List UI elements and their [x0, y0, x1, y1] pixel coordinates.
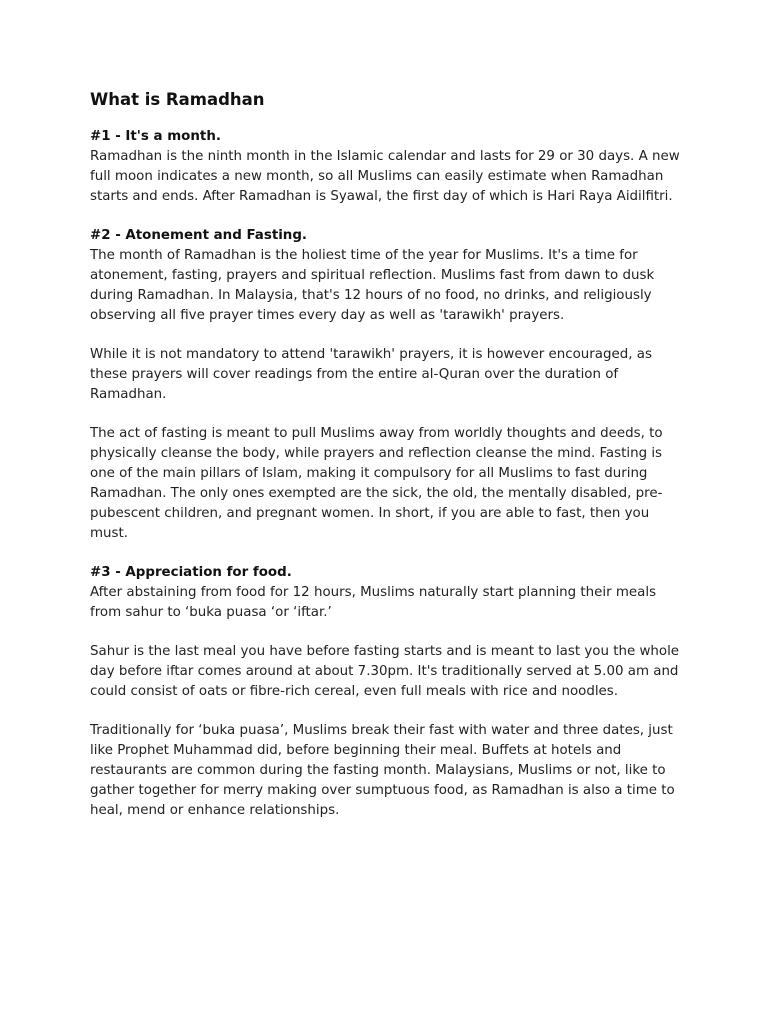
section-appreciation-for-food	[90, 563, 690, 821]
paragraph: The act of fasting is meant to pull Muslims away from worldly thoughts and deeds, to physically cleanse the body, while prayers and reflection cleanse the mind. Fasting is one of the main pillars of Islam, making it compulsory for all Muslims to fast during Ramadhan. The only ones exempted are the sick, the old, the mentally disabled, pre-pubescent children, and pregnant women. In short, if you are able to fast, then you must.	[90, 426, 663, 541]
section-heading: #2 - Atonement and Fasting.	[90, 228, 308, 243]
section-heading: #3 - Appreciation for food.	[90, 565, 292, 580]
paragraph: Ramadhan is the ninth month in the Islamic calendar and lasts for 29 or 30 days. A new full moon indicates a new month, so all Muslims can easily estimate when Ramadhan starts and ends. After Ramadhan is Syawal, the first day of which is Hari Raya Aidilfitri.	[90, 149, 680, 204]
paragraph: After abstaining from food for 12 hours, Muslims naturally start planning their meals from sahur to ‘buka puasa ‘or ‘iftar.’	[90, 585, 657, 620]
paragraph: While it is not mandatory to attend 'tarawikh' prayers, it is however encouraged, as these prayers will cover readings from the entire al-Quran over the duration of Ramadhan.	[90, 347, 652, 402]
section-its-a-month	[90, 127, 690, 207]
paragraph: The month of Ramadhan is the holiest time of the year for Muslims. It's a time for atonement, fasting, prayers and spiritual reflection. Muslims fast from dawn to dusk during Ramadhan. In Malaysia, that's 12 hours of no food, no drinks, and religiously observing all five prayer times every day as well as 'tarawikh' prayers.	[90, 248, 655, 323]
section-atonement-and-fasting	[90, 226, 690, 544]
section-heading: #1 - It's a month.	[90, 129, 221, 144]
document-title: What is Ramadhan	[90, 90, 265, 109]
paragraph: Traditionally for ‘buka puasa’, Muslims break their fast with water and three dates, just like Prophet Muhammad did, before beginning their meal. Buffets at hotels and restaurants are common during the fasting month. Malaysians, Muslims or not, like to gather together for merry making over sumptuous food, as Ramadhan is also a time to heal, mend or enhance relationships.	[90, 723, 675, 818]
paragraph: Sahur is the last meal you have before fasting starts and is meant to last you the whole day before iftar comes around at about 7.30pm. It's traditionally served at 5.00 am and could consist of oats or fibre-rich cereal, even full meals with rice and noodles.	[90, 644, 680, 699]
document-page	[90, 88, 690, 840]
